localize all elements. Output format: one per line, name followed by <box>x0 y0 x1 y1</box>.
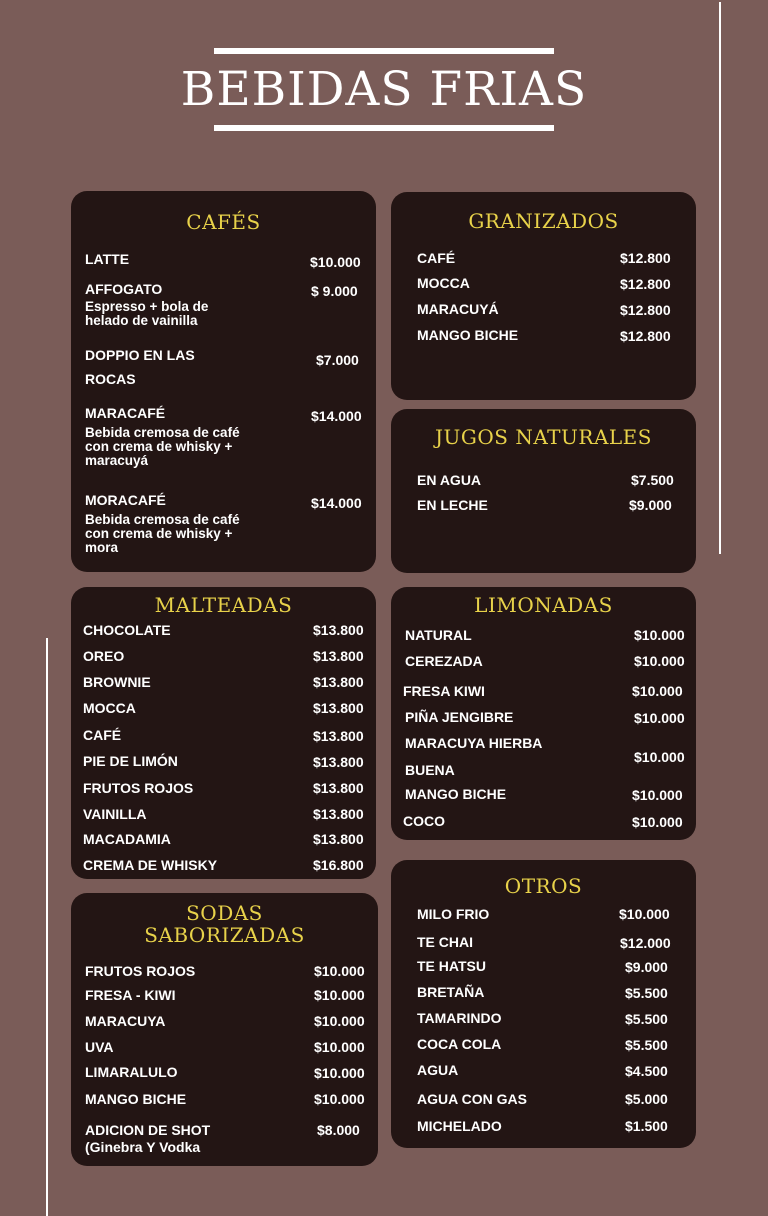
item-price: $13.800 <box>313 780 364 796</box>
item-name: ADICION DE SHOT <box>85 1122 211 1138</box>
item-description: Bebida cremosa de café <box>85 512 240 527</box>
section-title: JUGOS NATURALES <box>435 425 652 449</box>
item-price: $10.000 <box>634 749 685 765</box>
item-price: $10.000 <box>634 653 685 669</box>
section-malteadas <box>71 587 376 879</box>
item-price: $13.800 <box>313 700 364 716</box>
item-name: FRUTOS ROJOS <box>85 963 196 979</box>
item-price: $13.800 <box>313 754 364 770</box>
item-name: EN LECHE <box>417 497 488 513</box>
item-name: AGUA <box>417 1062 459 1078</box>
item-name: COCO <box>403 813 445 829</box>
item-name: MANGO BICHE <box>417 327 519 343</box>
item-name: MICHELADO <box>417 1118 502 1134</box>
item-price: $13.800 <box>313 622 364 638</box>
section-limonadas <box>391 587 696 840</box>
item-name-continued: (Ginebra Y Vodka <box>85 1139 201 1155</box>
section-title: MALTEADAS <box>154 593 293 617</box>
item-name: CREMA DE WHISKY <box>83 857 218 873</box>
item-price: $12.800 <box>620 250 671 266</box>
item-name: OREO <box>83 648 125 664</box>
item-name: BROWNIE <box>83 674 151 690</box>
item-price: $5.500 <box>625 1011 668 1027</box>
item-description: con crema de whisky + <box>85 526 233 541</box>
item-description: Espresso + bola de <box>85 299 209 314</box>
item-price: $14.000 <box>311 408 362 424</box>
item-price: $10.000 <box>632 683 683 699</box>
item-name: TE HATSU <box>417 958 486 974</box>
item-name: FRUTOS ROJOS <box>83 780 194 796</box>
item-name: LIMARALULO <box>85 1064 178 1080</box>
item-name: MOCCA <box>417 275 470 291</box>
item-name: MARACAFÉ <box>85 405 166 421</box>
item-name: MANGO BICHE <box>405 786 507 802</box>
item-price: $10.000 <box>314 963 365 979</box>
title-bar-top <box>214 48 554 54</box>
section-title: CAFÉS <box>186 210 261 234</box>
item-name: MORACAFÉ <box>85 492 166 508</box>
item-price: $12.800 <box>620 276 671 292</box>
item-name-continued: BUENA <box>405 762 455 778</box>
item-name: DOPPIO EN LAS <box>85 347 195 363</box>
item-price: $12.800 <box>620 328 671 344</box>
item-price: $7.000 <box>316 352 359 368</box>
item-name: MANGO BICHE <box>85 1091 187 1107</box>
item-name: PIÑA JENGIBRE <box>405 709 514 725</box>
item-price: $10.000 <box>632 814 683 830</box>
section-cafes <box>71 191 376 572</box>
item-name: AGUA CON GAS <box>417 1091 527 1107</box>
item-price: $13.800 <box>313 648 364 664</box>
item-name: CAFÉ <box>417 250 456 266</box>
item-price: $12.800 <box>620 302 671 318</box>
item-price: $10.000 <box>314 987 365 1003</box>
section-title: GRANIZADOS <box>468 209 619 233</box>
item-price: $10.000 <box>634 627 685 643</box>
item-name: CHOCOLATE <box>83 622 171 638</box>
item-price: $14.000 <box>311 495 362 511</box>
item-price: $1.500 <box>625 1118 668 1134</box>
section-title: SODAS <box>186 901 263 925</box>
item-name: MARACUYÁ <box>417 301 499 317</box>
item-description: maracuyá <box>85 453 149 468</box>
item-name: NATURAL <box>405 627 472 643</box>
item-price: $5.000 <box>625 1091 668 1107</box>
section-sodas-saborizadas <box>71 893 378 1166</box>
title-bar-bottom <box>214 125 554 131</box>
item-price: $10.000 <box>310 254 361 270</box>
item-name: LATTE <box>85 251 130 267</box>
item-price: $ 9.000 <box>311 283 358 299</box>
section-granizados <box>391 192 696 400</box>
item-name: TAMARINDO <box>417 1010 502 1026</box>
item-name: BRETAÑA <box>417 984 485 1000</box>
section-title-continued: SABORIZADAS <box>144 923 305 947</box>
item-price: $10.000 <box>314 1065 365 1081</box>
item-price: $13.800 <box>313 728 364 744</box>
item-name: MACADAMIA <box>83 831 171 847</box>
item-description: con crema de whisky + <box>85 439 233 454</box>
item-price: $7.500 <box>631 472 674 488</box>
item-name: FRESA - KIWI <box>85 987 176 1003</box>
item-price: $9.000 <box>625 959 668 975</box>
item-price: $10.000 <box>634 710 685 726</box>
item-price: $16.800 <box>313 857 364 873</box>
item-price: $10.000 <box>314 1091 365 1107</box>
item-name: TE CHAI <box>417 934 473 950</box>
item-description: mora <box>85 540 119 555</box>
item-price: $13.800 <box>313 831 364 847</box>
item-price: $5.500 <box>625 1037 668 1053</box>
item-name: MILO FRIO <box>417 906 490 922</box>
item-price: $4.500 <box>625 1063 668 1079</box>
item-description: Bebida cremosa de café <box>85 425 240 440</box>
item-name: MARACUYA HIERBA <box>405 735 543 751</box>
section-title: LIMONADAS <box>474 593 613 617</box>
item-price: $9.000 <box>629 497 672 513</box>
section-otros <box>391 860 696 1148</box>
item-name: EN AGUA <box>417 472 482 488</box>
item-name: COCA COLA <box>417 1036 502 1052</box>
item-name: AFFOGATO <box>85 281 163 297</box>
item-price: $8.000 <box>317 1122 360 1138</box>
page-title: BEBIDAS FRIAS <box>180 62 588 117</box>
decorative-line-left <box>46 638 48 1216</box>
section-jugos-naturales <box>391 409 696 573</box>
item-price: $5.500 <box>625 985 668 1001</box>
item-name: MARACUYA <box>85 1013 166 1029</box>
item-price: $12.000 <box>620 935 671 951</box>
item-price: $10.000 <box>314 1013 365 1029</box>
section-title: OTROS <box>504 874 583 898</box>
item-name: CAFÉ <box>83 727 122 743</box>
item-description: helado de vainilla <box>85 313 198 328</box>
item-name: FRESA KIWI <box>403 683 485 699</box>
item-price: $13.800 <box>313 806 364 822</box>
item-name: MOCCA <box>83 700 136 716</box>
item-name: UVA <box>85 1039 114 1055</box>
item-name: VAINILLA <box>83 806 147 822</box>
item-price: $10.000 <box>632 787 683 803</box>
item-price: $13.800 <box>313 674 364 690</box>
item-name: CEREZADA <box>405 653 483 669</box>
item-name: PIE DE LIMÓN <box>83 753 178 769</box>
item-price: $10.000 <box>314 1039 365 1055</box>
item-price: $10.000 <box>619 906 670 922</box>
item-name-continued: ROCAS <box>85 371 136 387</box>
